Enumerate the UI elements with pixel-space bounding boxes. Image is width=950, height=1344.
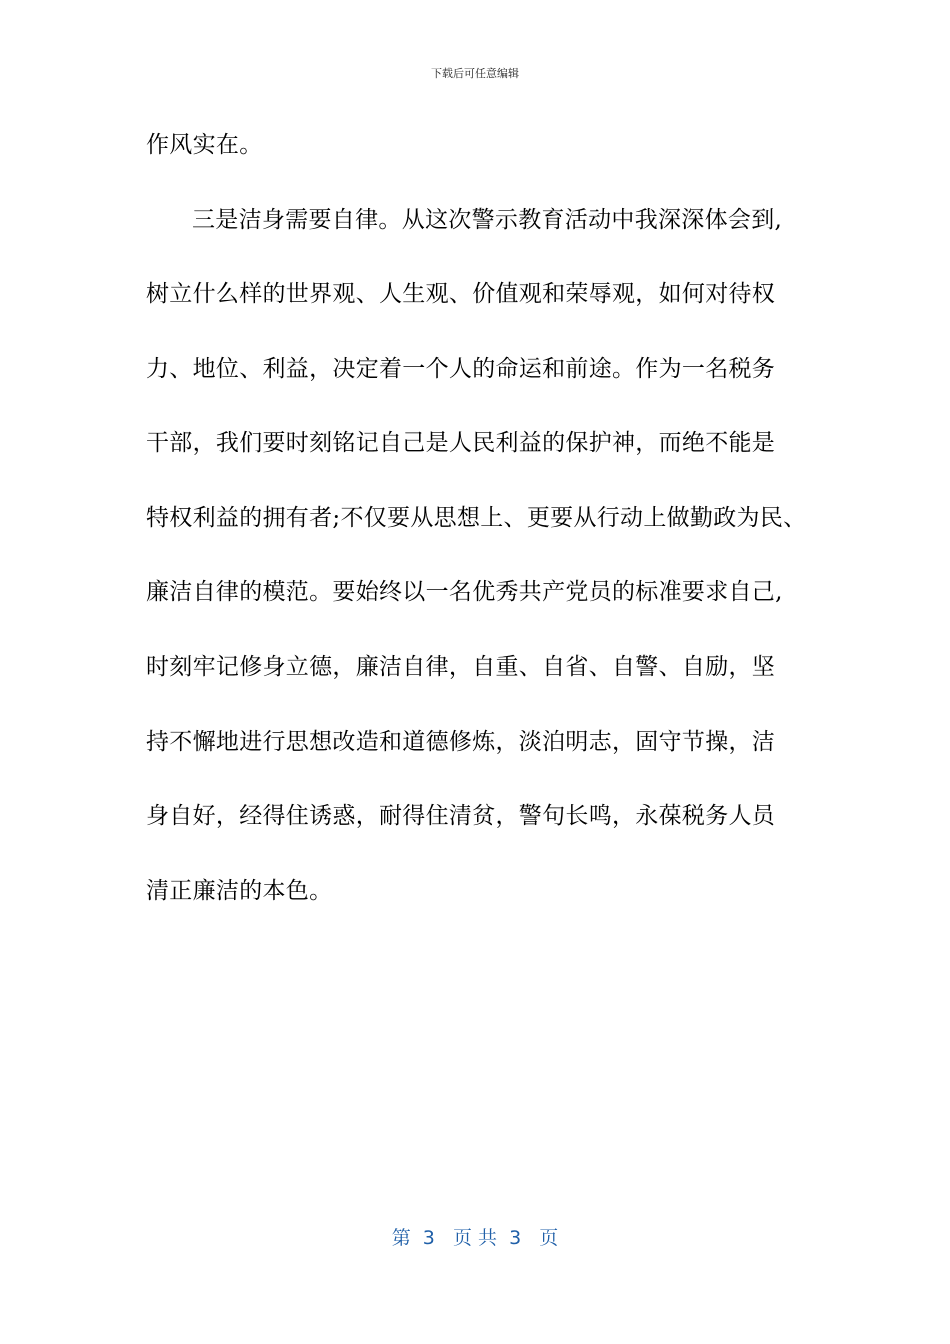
body-line-4: 力、地位、利益，决定着一个人的命运和前途。作为一名税务	[146, 356, 776, 382]
page-header: 下载后可任意编辑	[431, 67, 519, 80]
body-line-2: 三是洁身需要自律。从这次警示教育活动中我深深体会到,	[192, 207, 783, 233]
body-line-8: 时刻牢记修身立德，廉洁自律，自重、自省、自警、自励，坚	[146, 654, 776, 680]
body-line-3: 树立什么样的世界观、人生观、价值观和荣辱观，如何对待权	[146, 281, 776, 307]
body-line-7: 廉洁自律的模范。要始终以一名优秀共产党员的标准要求自己,	[146, 579, 783, 605]
body-line-11: 清正廉洁的本色。	[146, 878, 333, 904]
body-line-6: 特权利益的拥有者;不仅要从思想上、更要从行动上做勤政为民、	[146, 505, 807, 531]
body-line-5: 干部，我们要时刻铭记自己是人民利益的保护神，而绝不能是	[146, 430, 776, 456]
body-line-10: 身自好，经得住诱惑，耐得住清贫，警句长鸣，永葆税务人员	[146, 803, 776, 829]
body-line-1: 作风实在。	[146, 132, 263, 158]
page-number-footer: 第 3 页 共 3 页	[391, 1227, 559, 1249]
body-line-9: 持不懈地进行思想改造和道德修炼，淡泊明志，固守节操，洁	[146, 729, 776, 755]
